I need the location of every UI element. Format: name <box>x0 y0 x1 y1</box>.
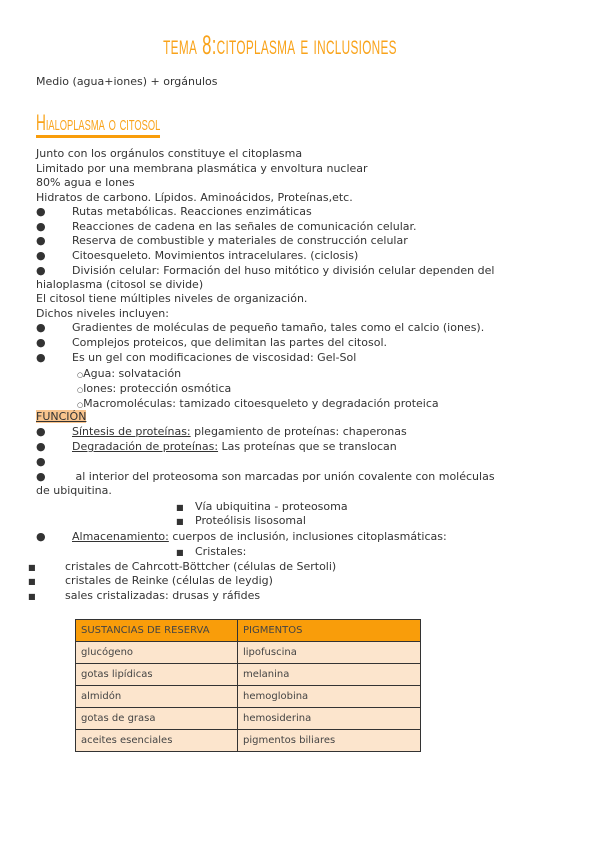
text-line: Hidratos de carbono. Lípidos. Aminoácidos, Proteínas,etc. <box>36 191 353 204</box>
inclusions-table <box>75 619 421 752</box>
table-cell: pigmentos biliares <box>238 730 421 752</box>
list-item <box>36 530 447 543</box>
square-bullet-icon: ■ <box>176 503 184 512</box>
item-text: Macromoléculas: tamizado citoesqueleto y degradación proteica <box>83 397 439 410</box>
bullet-icon: ● <box>36 470 46 483</box>
bullet-icon: ● <box>36 220 46 233</box>
item-label: Almacenamiento: <box>72 530 169 543</box>
intro-text: Medio (agua+iones) + orgánulos <box>36 75 218 88</box>
list-item <box>36 220 417 233</box>
list-item <box>36 321 484 334</box>
table-cell: gotas de grasa <box>76 708 238 730</box>
table-row <box>76 730 421 752</box>
list-item <box>28 574 273 588</box>
bullet-icon: ● <box>36 530 46 543</box>
item-text: Gradientes de moléculas de pequeño tamaño, tales como el calcio (iones). <box>72 321 485 334</box>
item-text: Cristales: <box>195 545 247 558</box>
item-label: Degradación de proteínas: <box>72 440 219 453</box>
list-item <box>28 560 336 574</box>
item-text: Reserva de combustible y materiales de construcción celular <box>72 234 408 247</box>
table-row <box>76 642 421 664</box>
section-heading: Hialoplasma o citosol <box>36 111 160 138</box>
table-cell: hemosiderina <box>238 708 421 730</box>
list-item <box>36 440 397 453</box>
item-text: Vía ubiquitina - proteosoma <box>195 500 348 513</box>
text-line: 80% agua e Iones <box>36 176 135 189</box>
square-bullet-icon: ■ <box>176 517 184 526</box>
table-cell: melanina <box>238 664 421 686</box>
text-line: Dichos niveles incluyen: <box>36 307 169 320</box>
list-item <box>36 425 407 438</box>
bullet-icon: ● <box>36 440 46 453</box>
list-item <box>36 336 387 349</box>
header-cell: PIGMENTOS <box>238 620 421 642</box>
item-text: División celular: Formación del huso mitótico y división celular dependen del <box>72 264 495 277</box>
item-text: Complejos proteicos, que delimitan las partes del citosol. <box>72 336 387 349</box>
bullet-icon: ● <box>36 205 46 218</box>
item-text: al interior del proteosoma son marcadas por unión covalente con moléculas <box>72 470 495 483</box>
table-cell: glucógeno <box>76 642 238 664</box>
table-cell: almidón <box>76 686 238 708</box>
item-text: Citoesqueleto. Movimientos intracelulares. (ciclosis) <box>72 249 359 262</box>
table-cell: gotas lipídicas <box>76 664 238 686</box>
bullet-icon: ● <box>36 455 46 468</box>
circle-icon: ○ <box>77 401 84 409</box>
list-item <box>36 470 495 483</box>
bullet-icon: ● <box>36 425 46 438</box>
sub-item <box>77 382 231 397</box>
item-text: Proteólisis lisosomal <box>195 514 306 527</box>
item-label: Síntesis de proteínas: <box>72 425 191 438</box>
item-text: Reacciones de cadena en las señales de comunicación celular. <box>72 220 417 233</box>
text-line: de ubiquitina. <box>36 484 112 497</box>
circle-icon: ○ <box>77 371 84 379</box>
square-bullet-icon: ■ <box>28 592 36 601</box>
table-cell: lipofuscina <box>238 642 421 664</box>
bullet-icon: ● <box>36 351 46 364</box>
bullet-icon: ● <box>36 336 46 349</box>
item-text: Agua: solvatación <box>83 367 182 380</box>
list-item <box>36 264 494 277</box>
square-bullet-icon: ■ <box>28 577 36 586</box>
table-header-row <box>76 620 421 642</box>
table-cell: hemoglobina <box>238 686 421 708</box>
text-line: Limitado por una membrana plasmática y envoltura nuclear <box>36 162 368 175</box>
item-text: sales cristalizadas: drusas y ráfides <box>65 589 261 602</box>
list-item <box>36 455 72 468</box>
sub-item <box>176 500 348 514</box>
sub-item <box>77 397 439 412</box>
square-bullet-icon: ■ <box>176 548 184 557</box>
text-line: hialoplasma (citosol se divide) <box>36 278 204 291</box>
funcion-label: FUNCIÓN <box>36 410 87 423</box>
list-item <box>36 249 358 262</box>
item-text: cristales de Cahrcott-Böttcher (células de Sertoli) <box>65 560 337 573</box>
item-text: cristales de Reinke (células de leydig) <box>65 574 273 587</box>
square-bullet-icon: ■ <box>28 563 36 572</box>
sub-item <box>77 367 181 382</box>
item-text: plegamiento de proteínas: chaperonas <box>190 425 407 438</box>
table-cell: aceites esenciales <box>76 730 238 752</box>
list-item <box>36 205 312 218</box>
list-item <box>36 234 408 247</box>
sub-item <box>176 545 246 559</box>
sub-item <box>176 514 306 528</box>
bullet-icon: ● <box>36 321 46 334</box>
item-text: Rutas metabólicas. Reacciones enzimáticas <box>72 205 312 218</box>
page-title: tema 8:citoplasma e inclusiones <box>163 30 397 60</box>
header-cell: SUSTANCIAS DE RESERVA <box>76 620 238 642</box>
table-row <box>76 664 421 686</box>
item-text: Las proteínas que se translocan <box>218 440 397 453</box>
list-item <box>36 351 356 364</box>
bullet-icon: ● <box>36 264 46 277</box>
table-row <box>76 708 421 730</box>
item-text: Es un gel con modificaciones de viscosidad: Gel-Sol <box>72 351 357 364</box>
bullet-icon: ● <box>36 249 46 262</box>
item-text: Iones: protección osmótica <box>83 382 232 395</box>
text-line: El citosol tiene múltiples niveles de organización. <box>36 292 308 305</box>
list-item <box>28 589 260 603</box>
circle-icon: ○ <box>77 386 84 394</box>
text-line: Junto con los orgánulos constituye el citoplasma <box>36 147 303 160</box>
item-text: cuerpos de inclusión, inclusiones citoplasmáticas: <box>168 530 447 543</box>
bullet-icon: ● <box>36 234 46 247</box>
table-row <box>76 686 421 708</box>
